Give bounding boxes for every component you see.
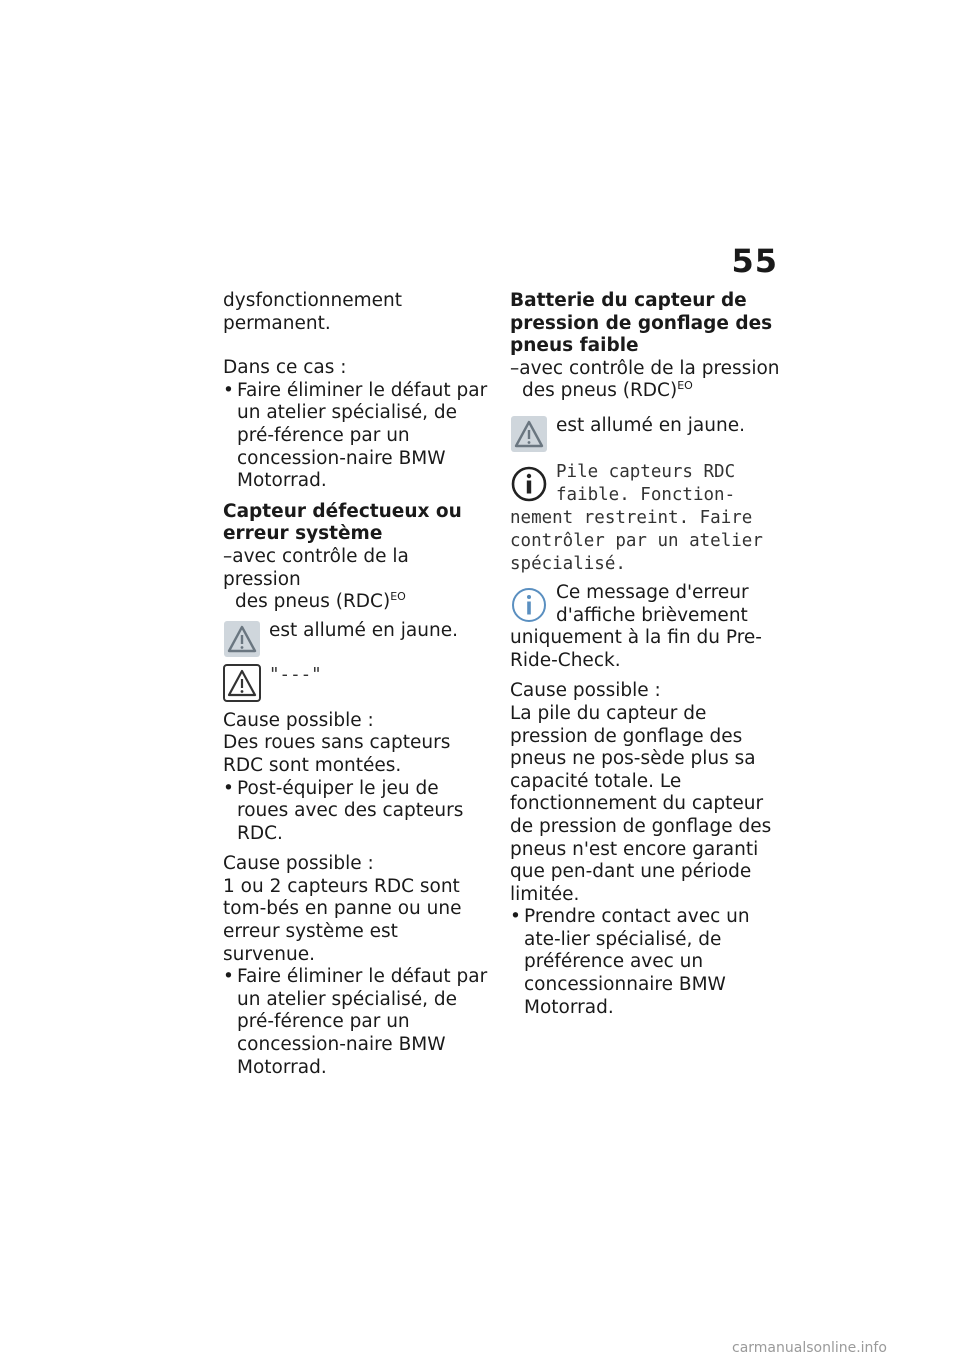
warning-text: est allumé en jaune.: [269, 619, 458, 641]
cause-label: Cause possible :: [223, 709, 374, 731]
page-number: 55: [731, 242, 778, 280]
cause-text: La pile du capteur de pression de gonflage des pneus ne pos-sède plus sa capacité totale. Le fonctionnement du capteur de pression de gonflage des pneus n'est encore garanti que pen-dant une période limitée.: [510, 702, 772, 905]
cause-label: Cause possible :: [510, 680, 661, 702]
list-item: • Faire éliminer le défaut par un atelier spécialisé, de pré-férence par un concession-naire BMW Motorrad.: [223, 966, 491, 1079]
display-text: "---": [269, 664, 322, 685]
info-icon: [510, 465, 548, 503]
display-message: Pile capteurs RDC faible. Fonction-nement restreint. Faire contrôler par un atelier spécialisé.: [510, 461, 763, 574]
info-text: Ce message d'erreur d'affiche brièvement uniquement à la fin du Pre-Ride-Check.: [510, 581, 762, 671]
warning-triangle-icon: [510, 415, 548, 453]
info-note: [510, 582, 782, 672]
list-item: • Prendre contact avec un ate-lier spécialisé, de préférence avec un concessionnaire BMW Motorrad.: [510, 906, 782, 1019]
paragraph: Dans ce cas :: [223, 357, 347, 379]
paragraph: dysfonctionnement permanent.: [223, 290, 402, 334]
condition-line: –avec contrôle de la pression: [223, 545, 409, 590]
warning-triangle-icon: [223, 620, 261, 658]
warning-row: [510, 415, 782, 453]
warning-row: [223, 620, 491, 658]
condition-line: des pneus (RDC)$^{EO}$: [235, 589, 406, 613]
right-column: [510, 290, 782, 1019]
display-message-block: [510, 461, 782, 576]
warning-row: [223, 664, 491, 702]
cause-text: 1 ou 2 capteurs RDC sont tom-bés en panne ou une erreur système est survenue.: [223, 875, 462, 965]
warning-text: est allumé en jaune.: [556, 414, 745, 436]
condition-line: des pneus (RDC)$^{EO}$: [522, 379, 693, 402]
list-item: • Post-équiper le jeu de roues avec des capteurs RDC.: [223, 778, 491, 846]
list-item: • Faire éliminer le défaut par un atelier spécialisé, de pré-férence par un concession-naire BMW Motorrad.: [223, 380, 491, 493]
condition-line: –avec contrôle de la pression: [510, 357, 780, 379]
cause-text: Des roues sans capteurs RDC sont montées.: [223, 732, 451, 776]
watermark: carmanualsonline.info: [732, 1340, 887, 1356]
info-icon: [510, 586, 548, 624]
warning-triangle-outline-icon: [223, 664, 261, 702]
cause-label: Cause possible :: [223, 853, 374, 875]
section-heading: Capteur défectueux ou erreur système: [223, 500, 462, 545]
section-heading: Batterie du capteur de pression de gonflage des pneus faible: [510, 290, 773, 357]
left-column: [223, 290, 491, 1079]
